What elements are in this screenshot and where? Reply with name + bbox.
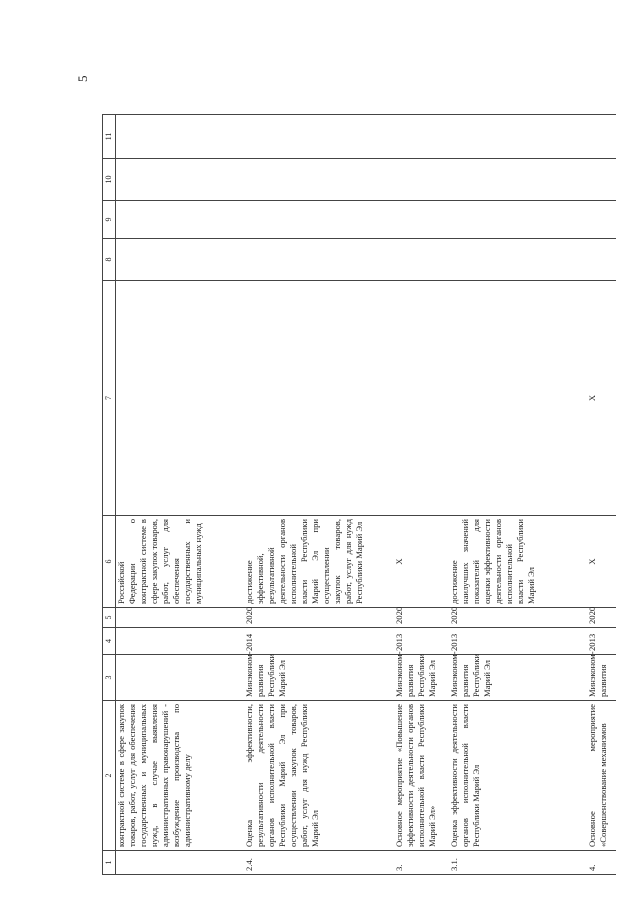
col-header: 3 bbox=[103, 655, 116, 701]
empty-cell bbox=[116, 159, 243, 201]
empty-cell bbox=[243, 201, 393, 239]
col-header: 4 bbox=[103, 628, 116, 655]
empty-cell bbox=[116, 201, 243, 239]
row-number: 4. bbox=[586, 851, 616, 875]
executor bbox=[116, 655, 243, 701]
expected-result: Российской Федерации о контрактной системе в сфере закупок товаров, работ, услуг для обеспечения государственных и муниципальных нужд bbox=[116, 516, 243, 608]
col-header: 5 bbox=[103, 608, 116, 628]
col-7-cell bbox=[116, 281, 243, 516]
empty-cell bbox=[243, 159, 393, 201]
row-number: 2.4. bbox=[243, 851, 393, 875]
col-7-cell: Х bbox=[586, 281, 616, 516]
empty-cell bbox=[393, 201, 448, 239]
empty-cell bbox=[586, 159, 616, 201]
col-7-cell bbox=[393, 281, 448, 516]
expected-result: Х bbox=[586, 516, 616, 608]
executor: Минэконом-развития Республики Марий Эл bbox=[393, 655, 448, 701]
empty-cell bbox=[448, 159, 586, 201]
row-number bbox=[116, 851, 243, 875]
empty-cell bbox=[393, 239, 448, 281]
empty-cell bbox=[586, 239, 616, 281]
empty-cell bbox=[448, 239, 586, 281]
start-year: 2014 bbox=[243, 628, 393, 655]
table-row bbox=[586, 115, 616, 875]
col-7-cell bbox=[448, 281, 586, 516]
col-header: 8 bbox=[103, 239, 116, 281]
empty-cell bbox=[448, 115, 586, 159]
expected-result: Х bbox=[393, 516, 448, 608]
col-header: 2 bbox=[103, 701, 116, 851]
start-year: 2013 bbox=[448, 628, 586, 655]
executor: Минэконом-развития bbox=[586, 655, 616, 701]
empty-cell bbox=[243, 239, 393, 281]
empty-cell bbox=[116, 239, 243, 281]
executor: Минэконом-развития Республики Марий Эл bbox=[448, 655, 586, 701]
empty-cell bbox=[393, 115, 448, 159]
end-year: 2020 bbox=[448, 608, 586, 628]
table-row bbox=[448, 115, 586, 875]
empty-cell bbox=[586, 201, 616, 239]
col-header: 7 bbox=[103, 281, 116, 516]
start-year bbox=[116, 628, 243, 655]
table-row bbox=[393, 115, 448, 875]
activity-name: Оценка эффективности деятельности органов исполнительной власти Республики Марий Эл bbox=[448, 701, 586, 851]
row-number: 3.1. bbox=[448, 851, 586, 875]
end-year: 2020 bbox=[393, 608, 448, 628]
empty-cell bbox=[448, 201, 586, 239]
expected-result: достижение эффективной, результативной деятельности органов исполнительной власти Республики Марий Эл при осуществлении закупок товаров, работ, услуг для нужд Республики Марий Эл bbox=[243, 516, 393, 608]
empty-cell bbox=[586, 115, 616, 159]
start-year: 2013 bbox=[586, 628, 616, 655]
start-year: 2013 bbox=[393, 628, 448, 655]
end-year bbox=[116, 608, 243, 628]
activity-name: контрактной системе в сфере закупок товаров, работ, услуг для обеспечения государственных и муниципальных нужд, в случае выявления административных правонарушений - возбуждение производства по административному делу bbox=[116, 701, 243, 851]
end-year: 2020 bbox=[243, 608, 393, 628]
executor: Минэконом-развития Республики Марий Эл bbox=[243, 655, 393, 701]
col-7-cell bbox=[243, 281, 393, 516]
table-row bbox=[116, 115, 243, 875]
page-number: 5 bbox=[75, 75, 90, 82]
col-header: 6 bbox=[103, 516, 116, 608]
activity-name: Оценка эффективности, результативности деятельности органов исполнительной власти Республики Марий Эл при осуществлении закупок товаров, работ, услуг для нужд Республики Марий Эл bbox=[243, 701, 393, 851]
col-header: 11 bbox=[103, 115, 116, 159]
end-year: 2020 bbox=[586, 608, 616, 628]
activity-name: Основное мероприятие «Повышение эффективности деятельности органов исполнительной власти Республики Марий Эл» bbox=[393, 701, 448, 851]
empty-cell bbox=[243, 115, 393, 159]
col-header: 9 bbox=[103, 201, 116, 239]
empty-cell bbox=[116, 115, 243, 159]
activity-name: Основное мероприятие «Совершенствование механизмов bbox=[586, 701, 616, 851]
column-number-row bbox=[103, 115, 116, 875]
rotated-table-sheet bbox=[102, 95, 622, 875]
expected-result: достижение наилучших значений показателей для оценки эффективности деятельности органов исполнительной власти Республики Марий Эл bbox=[448, 516, 586, 608]
program-activities-table bbox=[102, 114, 616, 875]
empty-cell bbox=[393, 159, 448, 201]
col-header: 10 bbox=[103, 159, 116, 201]
col-header: 1 bbox=[103, 851, 116, 875]
row-number: 3. bbox=[393, 851, 448, 875]
table-row bbox=[243, 115, 393, 875]
